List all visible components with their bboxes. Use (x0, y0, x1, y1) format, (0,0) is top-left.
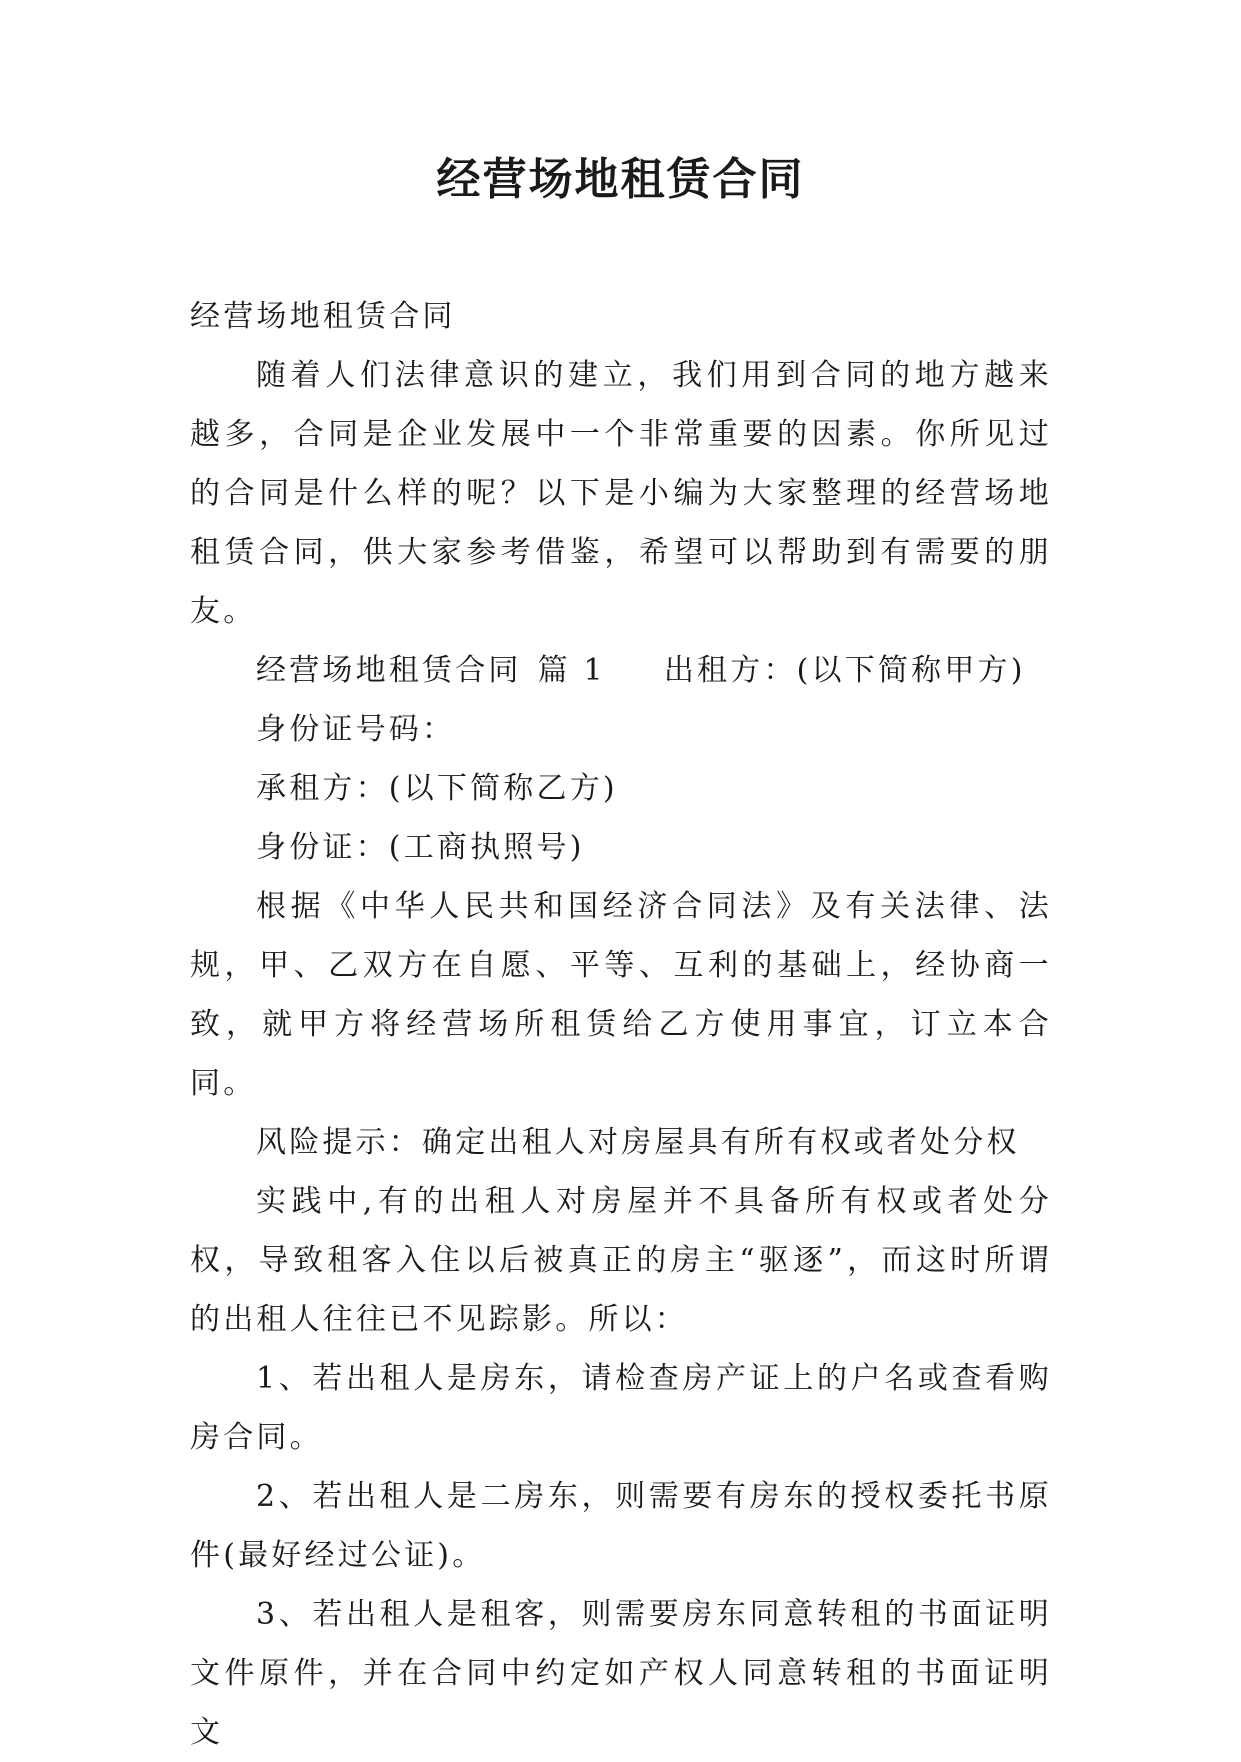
list-item: 1、若出租人是房东，请检查房产证上的户名或查看购房合同。 (190, 1361, 1052, 1455)
document-subtitle: 经营场地租赁合同 (190, 299, 456, 334)
lessor-line: 出租方：(以下简称甲方) (663, 653, 1026, 688)
section-heading-line (190, 641, 1052, 700)
section-heading: 经营场地租赁合同 (256, 653, 522, 688)
id-number-line: 身份证号码： (256, 712, 456, 747)
section-number: 篇 1 (537, 653, 606, 688)
document-title: 经营场地租赁合同 (436, 154, 805, 205)
lessee-line: 承租方：(以下简称乙方) (256, 771, 618, 806)
license-line: 身份证：(工商执照号) (256, 830, 585, 865)
document-body (190, 287, 1052, 1762)
basis-paragraph: 根据《中华人民共和国经济合同法》及有关法律、法规，甲、乙双方在自愿、平等、互利的基础上，经协商一致，就甲方将经营场所租赁给乙方使用事宜，订立本合同。 (190, 889, 1052, 1101)
intro-paragraph: 随着人们法律意识的建立，我们用到合同的地方越来越多，合同是企业发展中一个非常重要的因素。你所见过的合同是什么样的呢？以下是小编为大家整理的经营场地租赁合同，供大家参考借鉴，希望可以帮助到有需要的朋友。 (190, 358, 1052, 629)
risk-paragraph: 实践中,有的出租人对房屋并不具备所有权或者处分权，导致租客入住以后被真正的房主“驱逐”，而这时所谓的出租人往往已不见踪影。所以： (190, 1184, 1052, 1337)
risk-title: 风险提示：确定出租人对房屋具有所有权或者处分权 (256, 1125, 1020, 1160)
list-item: 3、若出租人是租客，则需要房东同意转租的书面证明文件原件，并在合同中约定如产权人同意转租的书面证明文 (190, 1597, 1052, 1750)
list-item: 2、若出租人是二房东，则需要有房东的授权委托书原件(最好经过公证)。 (190, 1479, 1052, 1573)
